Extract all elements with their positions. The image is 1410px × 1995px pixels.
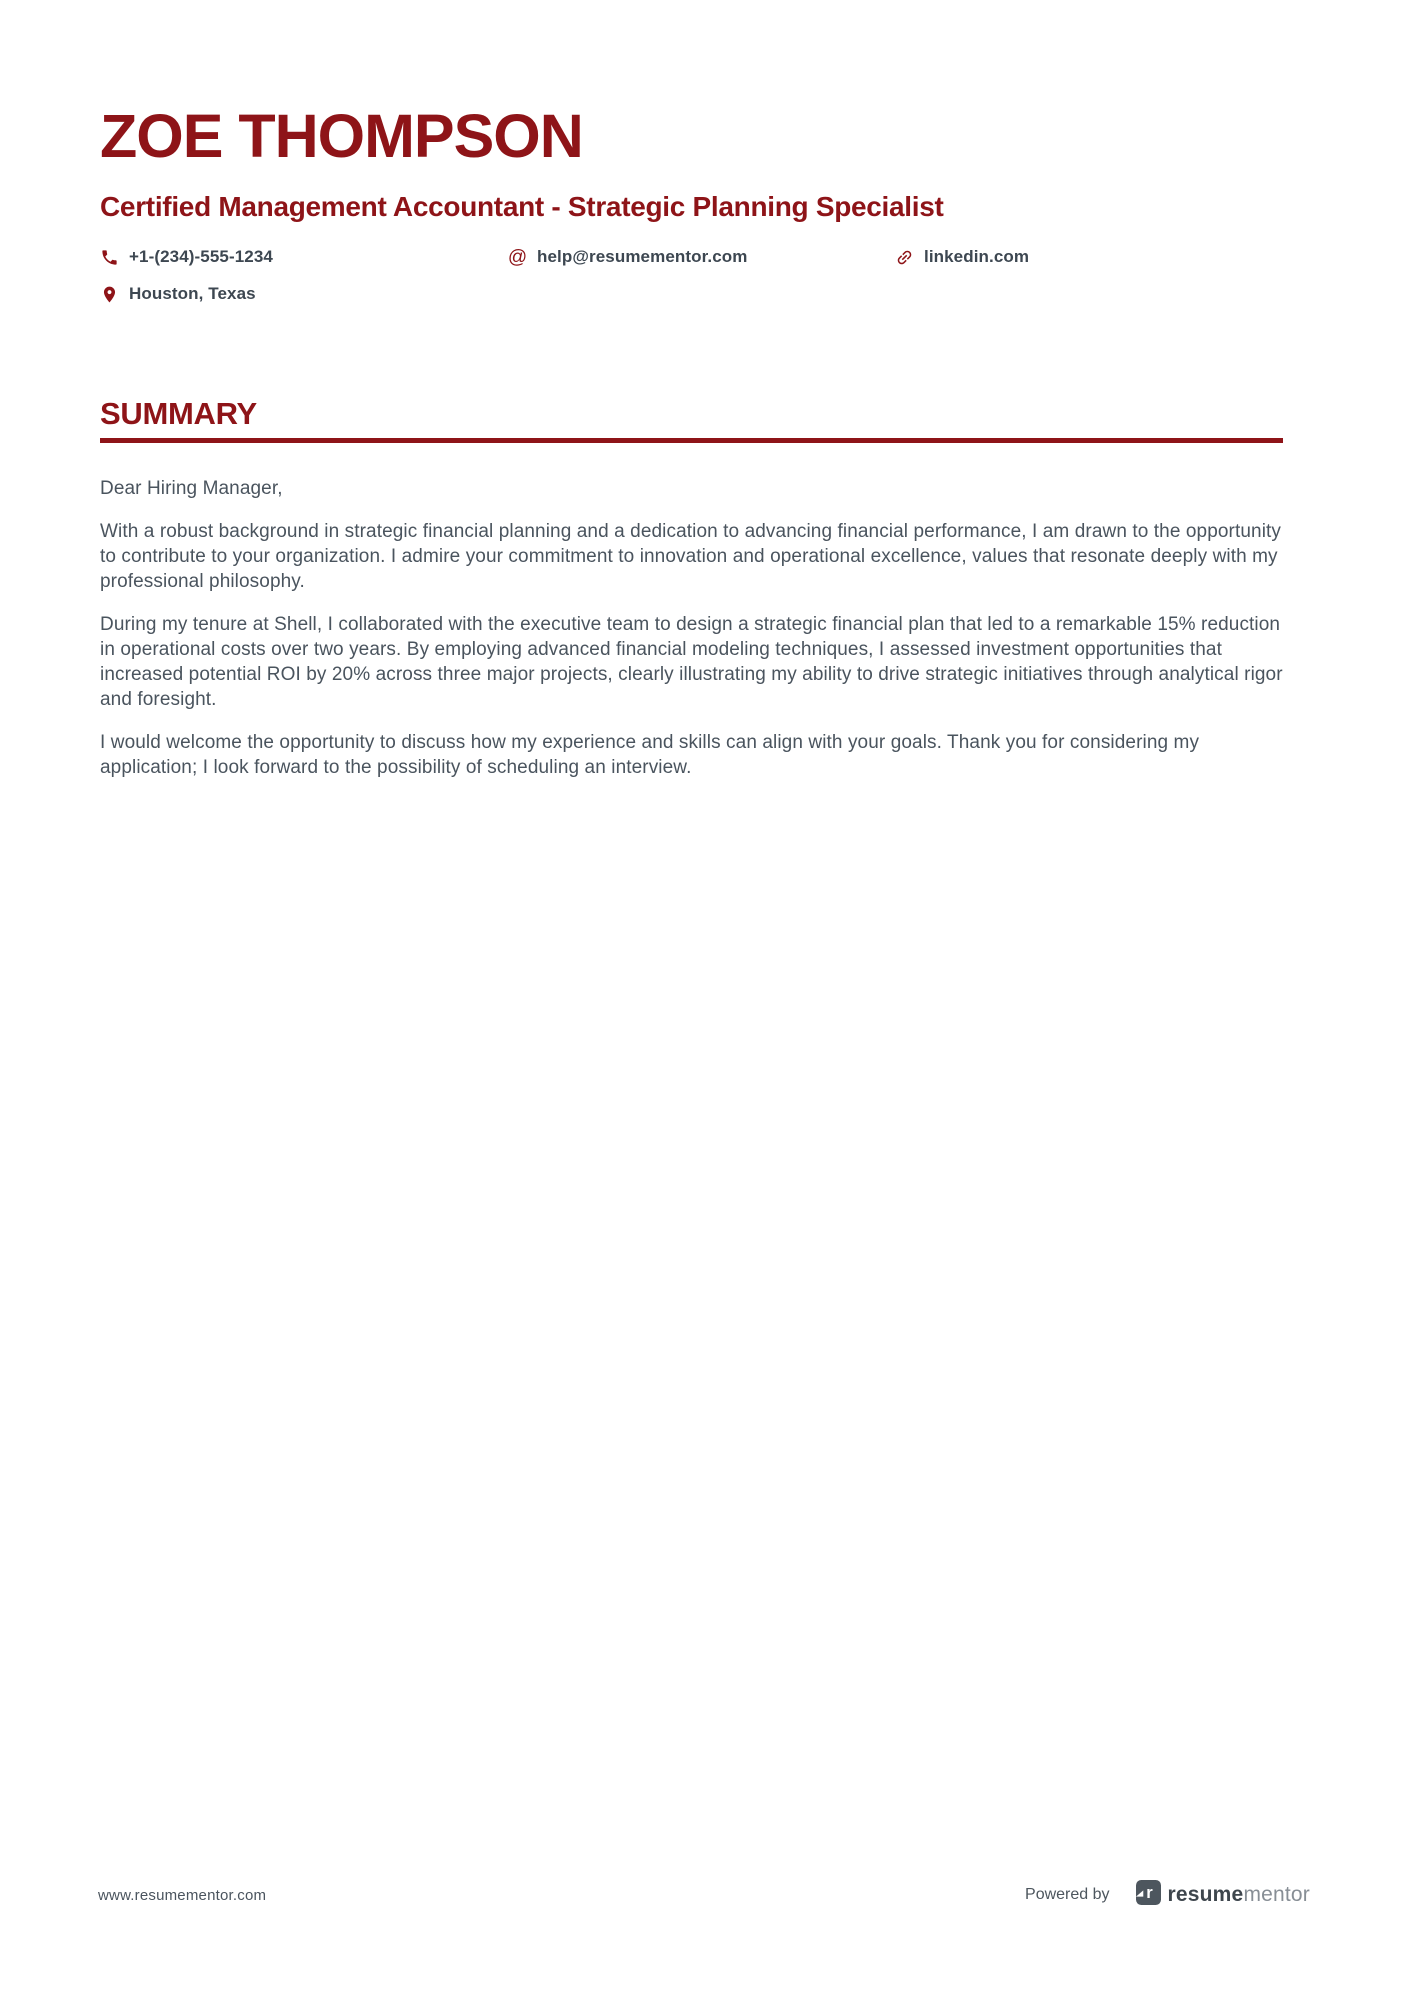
contact-linkedin-label: linkedin.com (924, 247, 1030, 267)
resumementor-logo-icon (1136, 1880, 1161, 1910)
powered-by-label: Powered by (1025, 1886, 1110, 1903)
contact-phone-label: +1-(234)-555-1234 (129, 247, 273, 267)
brand-bold: resume (1167, 1883, 1244, 1906)
paragraph: With a robust background in strategic financial planning and a dedication to advancing financial performance, I am drawn to the opportunity to contribute to your organization. I admire your commitment to innovation and operational excellence, values that resonate deeply with my professional philosophy. (100, 521, 1281, 593)
page (0, 0, 1410, 780)
at-icon: @ (507, 246, 528, 268)
summary-section (100, 398, 1283, 780)
contact-info (100, 247, 1283, 304)
page-footer (98, 1880, 1310, 1910)
contact-email[interactable] (508, 247, 895, 267)
powered-by-block (1025, 1880, 1310, 1910)
contact-location-label: Houston, Texas (129, 284, 256, 304)
job-title: Certified Management Accountant - Strategic Planning Specialist (100, 191, 944, 222)
link-icon (895, 248, 914, 267)
candidate-name: ZOE THOMPSON (100, 102, 583, 170)
website-link[interactable]: www.resumementor.com (98, 1886, 267, 1904)
resumementor-logo[interactable] (1136, 1880, 1310, 1910)
brand-light: mentor (1243, 1883, 1310, 1906)
svg-text:r: r (1145, 1883, 1153, 1903)
location-pin-icon (100, 285, 119, 304)
salutation: Dear Hiring Manager, (100, 478, 283, 500)
contact-location (100, 284, 508, 304)
paragraph: I would welcome the opportunity to discuss how my experience and skills can align with your goals. Thank you for considering my application; I look forward to the possibility of scheduling an interview. (100, 732, 1200, 779)
contact-phone[interactable] (100, 247, 508, 267)
resumementor-wordmark (1168, 1883, 1310, 1907)
contact-email-label: help@resumementor.com (537, 247, 748, 267)
phone-icon (100, 248, 119, 267)
paragraph: During my tenure at Shell, I collaborated with the executive team to design a strategic financial plan that led to a remarkable 15% reduction in operational costs over two years. By employing advanced financial modeling techniques, I assessed investment opportunities that increased potential ROI by 20% across three major projects, clearly illustrating my ability to drive strategic initiatives through analytical rigor and foresight. (100, 614, 1283, 711)
section-divider (100, 438, 1283, 443)
summary-heading: SUMMARY (100, 396, 257, 432)
cover-letter-body (100, 476, 1283, 780)
contact-linkedin[interactable] (895, 247, 1283, 267)
